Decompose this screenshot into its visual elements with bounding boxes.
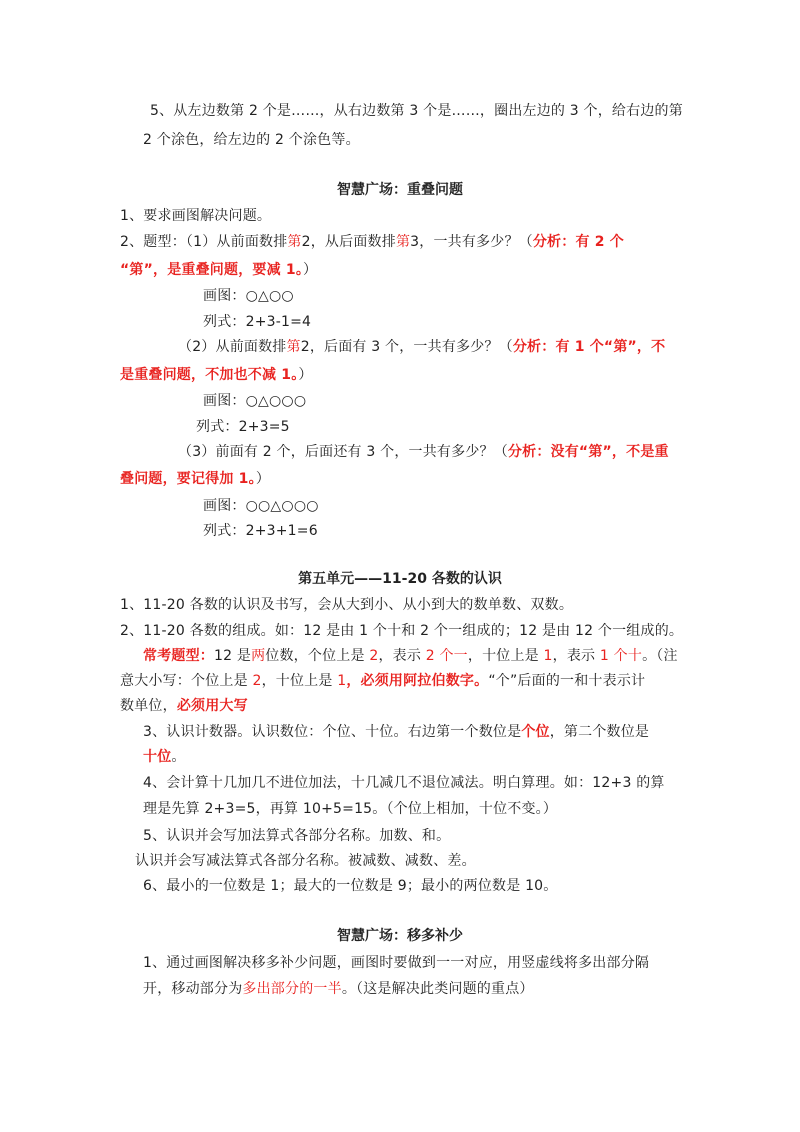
equation-3: 列式：2+3+1=6	[203, 523, 318, 539]
unit5-common-question-cont-2: 数单位，必须用大写	[120, 698, 248, 714]
equation-2: 列式：2+3=5	[196, 419, 290, 435]
unit5-point-5: 5、认识并会写加法算式各部分名称。加数、和。	[143, 828, 451, 844]
intro-line-2: 2 个涂色，给左边的 2 个涂色等。	[143, 132, 360, 148]
section-title-move: 智慧广场：移多补少	[337, 928, 463, 944]
overlap-question-3: （3）前面有 2 个，后面还有 3 个，一共有多少？（分析：没有“第”，不是重	[178, 444, 669, 460]
unit5-point-4: 4、会计算十几加几不进位加法，十几减几不退位减法。明白算理。如：12+3 的算	[143, 775, 665, 791]
unit5-common-question: 常考题型：12 是两位数，个位上是 2，表示 2 个一，十位上是 1，表示 1 个十。（注	[143, 648, 678, 664]
equation-1: 列式：2+3-1=4	[203, 314, 312, 330]
move-point-1-cont: 开，移动部分为多出部分的一半。（这是解决此类问题的重点）	[143, 981, 534, 997]
unit5-point-2: 2、11-20 各数的组成。如：12 是由 1 个十和 2 个一组成的；12 是由 12 个一组成的。	[120, 623, 684, 639]
unit5-point-4-cont: 理是先算 2+3=5，再算 10+5=15。（个位上相加，十位不变。）	[143, 801, 558, 817]
unit5-point-3: 3、认识计数器。认识数位：个位、十位。右边第一个数位是个位，第二个数位是	[143, 724, 650, 740]
section-title-unit5: 第五单元——11-20 各数的认识	[298, 571, 502, 587]
unit5-point-1: 1、11-20 各数的认识及书写，会从大到小、从小到大的数单数、双数。	[120, 597, 574, 613]
unit5-point-6: 6、最小的一位数是 1；最大的一位数是 9；最小的两位数是 10。	[143, 878, 558, 894]
overlap-point-2: 2、题型：（1）从前面数排第2，从后面数排第3，一共有多少？（分析：有 2 个	[120, 234, 624, 250]
section-title-overlap: 智慧广场：重叠问题	[337, 182, 463, 198]
overlap-point-2-cont: “第”，是重叠问题，要减 1。）	[120, 262, 318, 278]
overlap-point-1: 1、要求画图解决问题。	[120, 208, 272, 224]
move-point-1: 1、通过画图解决移多补少问题，画图时要做到一一对应，用竖虚线将多出部分隔	[143, 955, 650, 971]
intro-line-1: 5、从左边数第 2 个是……，从右边数第 3 个是……，圈出左边的 3 个，给右边的第	[150, 103, 683, 119]
drawing-3: 画图：○○△○○○	[203, 498, 319, 514]
unit5-point-5-cont: 认识并会写减法算式各部分名称。被减数、减数、差。	[135, 853, 476, 869]
overlap-question-3-cont: 叠问题，要记得加 1。）	[120, 471, 271, 487]
drawing-2: 画图：○△○○○	[203, 393, 307, 409]
unit5-common-question-cont: 意大小写：个位上是 2，十位上是 1，必须用阿拉伯数字。“个”后面的一和十表示计	[120, 673, 646, 689]
drawing-1: 画图：○△○○	[203, 288, 294, 304]
overlap-question-2-cont: 是重叠问题，不加也不减 1。）	[120, 367, 313, 383]
unit5-point-3-cont: 十位。	[143, 749, 186, 765]
overlap-question-2: （2）从前面数排第2，后面有 3 个，一共有多少？（分析：有 1 个“第”，不	[178, 339, 666, 355]
